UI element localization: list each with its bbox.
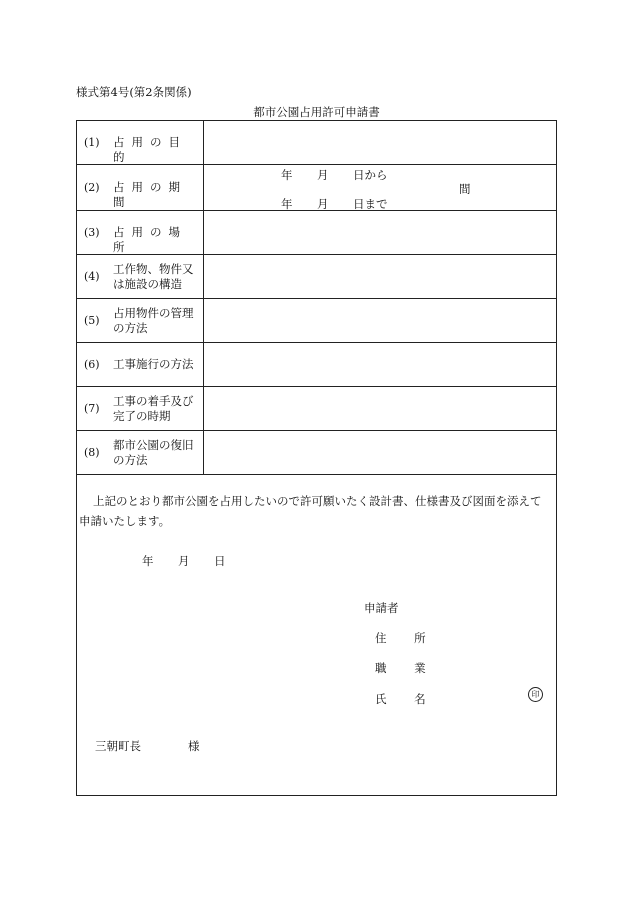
addressee-name: 三朝町長 — [95, 739, 141, 753]
row-number: (5) — [84, 314, 100, 327]
row-number: (6) — [84, 358, 100, 371]
applicant-occupation-label: 職 業 — [375, 661, 438, 675]
row-label-restoration: 都市公園の復旧の方法 — [113, 438, 194, 467]
applicant-heading: 申請者 — [364, 601, 399, 615]
row-management — [77, 299, 556, 343]
period-from-month: 月 — [317, 168, 329, 182]
row-structure — [77, 255, 556, 299]
form-number: 様式第4号(第2条関係) — [76, 85, 192, 99]
period-to-day: 日まで — [353, 197, 388, 211]
row-schedule — [77, 387, 556, 431]
row-period — [77, 165, 556, 211]
row-number: (7) — [84, 402, 100, 415]
row-number: (3) — [84, 226, 100, 239]
row-location — [77, 211, 556, 255]
applicant-address-label: 住 所 — [375, 631, 438, 645]
row-label-management: 占用物件の管理の方法 — [113, 306, 194, 335]
row-label-purpose: 占用の目的 — [113, 135, 187, 164]
addressee-honorific: 様 — [188, 739, 200, 753]
row-number: (2) — [84, 181, 100, 194]
row-number: (4) — [84, 270, 100, 283]
row-label-schedule: 工事の着手及び完了の時期 — [113, 394, 194, 423]
application-statement: 上記のとおり都市公園を占用したいので許可願いたく設計書、仕様書及び図面を添えて申請いたします。 — [79, 494, 542, 528]
date-year: 年 — [142, 554, 154, 568]
period-from-year: 年 — [281, 168, 293, 182]
period-from-day: 日から — [353, 168, 388, 182]
row-label-construction-method: 工事施行の方法 — [113, 357, 194, 371]
row-number: (1) — [84, 136, 100, 149]
date-day: 日 — [214, 554, 226, 568]
application-form-frame — [76, 120, 557, 796]
row-restoration — [77, 431, 556, 475]
row-label-structure: 工作物、物件又は施設の構造 — [113, 262, 194, 291]
seal-icon: 印 — [528, 687, 543, 702]
row-purpose — [77, 121, 556, 165]
row-label-location: 占用の場所 — [113, 225, 187, 254]
row-construction-method — [77, 343, 556, 387]
form-title: 都市公園占用許可申請書 — [253, 105, 380, 119]
row-label-period: 占用の期間 — [113, 180, 187, 209]
period-to-month: 月 — [317, 197, 329, 211]
period-duration: 間 — [459, 182, 471, 196]
period-to-year: 年 — [281, 197, 293, 211]
row-number: (8) — [84, 446, 100, 459]
applicant-name-label: 氏 名 — [375, 692, 438, 706]
date-month: 月 — [178, 554, 190, 568]
